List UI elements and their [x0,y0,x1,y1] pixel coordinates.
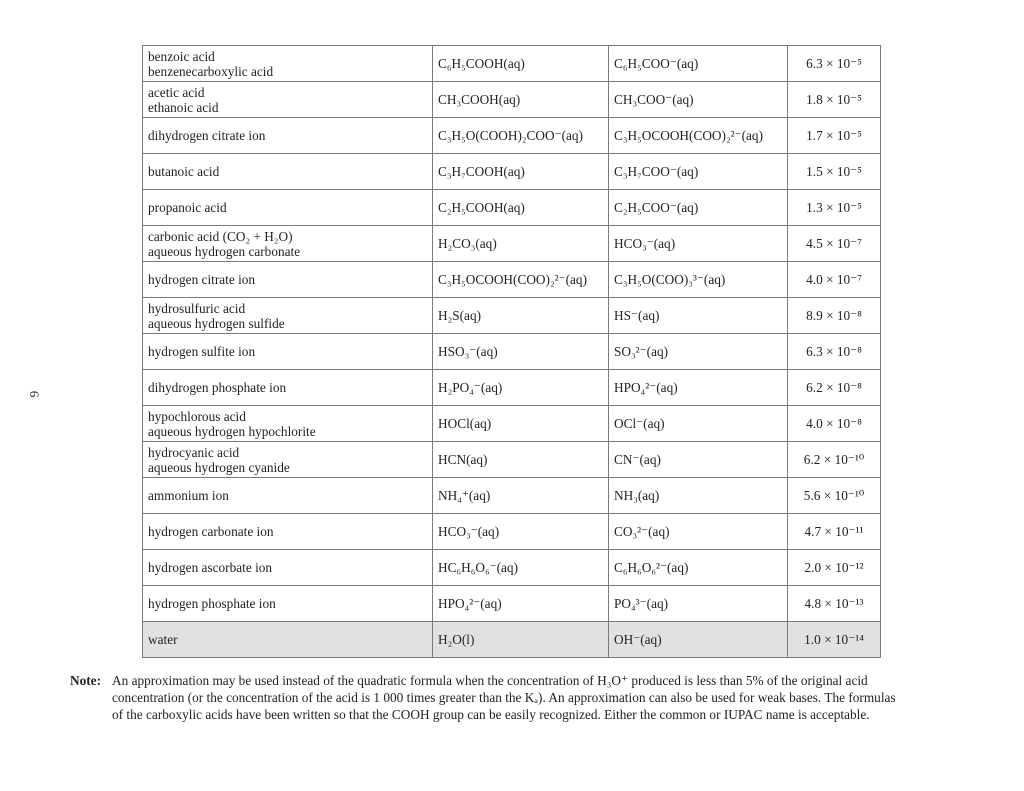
table-row [143,82,881,118]
table-row [143,226,881,262]
acid-name-cell [143,406,433,442]
ka-value-cell: 1.8 × 10⁻⁵ [788,82,881,118]
conjugate-base-cell: C₂H₅COO⁻(aq) [609,190,788,226]
acid-formula-cell: CH₃COOH(aq) [433,82,609,118]
conjugate-base-cell: C₆H₅COO⁻(aq) [609,46,788,82]
ka-value-cell: 6.2 × 10⁻⁸ [788,370,881,406]
conjugate-base-cell: OH⁻(aq) [609,622,788,658]
acid-formula-cell: HCO₃⁻(aq) [433,514,609,550]
acid-name: dihydrogen phosphate ion [148,380,287,395]
conjugate-base-cell: C₃H₅OCOOH(COO)₂²⁻(aq) [609,118,788,154]
table-row [143,478,881,514]
table-row [143,190,881,226]
conjugate-base-cell: C₃H₅O(COO)₃³⁻(aq) [609,262,788,298]
table-row [143,586,881,622]
ka-value-cell: 6.3 × 10⁻⁸ [788,334,881,370]
note-line: An approximation may be used instead of the quadratic formula when the concentration of H₃O⁺ produced is less than 5% of the original acid [112,673,868,688]
acid-name-cell [143,190,433,226]
acid-name: aqueous hydrogen hypochlorite [148,423,316,439]
acid-name-cell [143,82,433,118]
acid-formula-cell: HCN(aq) [433,442,609,478]
conjugate-base-cell: NH₃(aq) [609,478,788,514]
acid-name: benzoic acid [148,48,215,64]
acid-name: propanoic acid [148,200,227,215]
acid-name-cell [143,298,433,334]
acid-formula-cell: H₂O(l) [433,622,609,658]
conjugate-base-cell: PO₄³⁻(aq) [609,586,788,622]
acid-name: aqueous hydrogen cyanide [148,459,290,475]
acid-name: aqueous hydrogen sulfide [148,315,285,331]
conjugate-base-cell: CN⁻(aq) [609,442,788,478]
ka-value-cell: 1.3 × 10⁻⁵ [788,190,881,226]
table-row [143,514,881,550]
page-number: 6 [27,390,42,398]
acid-name: hydrogen phosphate ion [148,596,276,611]
ka-value-cell: 6.2 × 10⁻¹⁰ [788,442,881,478]
table-row [143,298,881,334]
acid-name-cell [143,478,433,514]
acid-formula-cell: HC₆H₆O₆⁻(aq) [433,550,609,586]
table-row [143,334,881,370]
ka-value-cell: 2.0 × 10⁻¹² [788,550,881,586]
acid-name-cell [143,226,433,262]
acid-formula-cell: C₆H₅COOH(aq) [433,46,609,82]
acid-formula-cell: H₂S(aq) [433,298,609,334]
acid-name: hypochlorous acid [148,408,246,424]
conjugate-base-cell: C₃H₇COO⁻(aq) [609,154,788,190]
acid-name: ethanoic acid [148,99,219,115]
table-row [143,262,881,298]
table-row [143,118,881,154]
acid-name: acetic acid [148,84,205,100]
acid-name: hydrosulfuric acid [148,300,246,316]
ka-value-cell: 6.3 × 10⁻⁵ [788,46,881,82]
acid-name: dihydrogen citrate ion [148,128,266,143]
acid-name: hydrogen citrate ion [148,272,256,287]
note-label: Note: [70,673,102,688]
conjugate-base-cell: OCl⁻(aq) [609,406,788,442]
ka-value-cell: 1.5 × 10⁻⁵ [788,154,881,190]
ka-value-cell: 1.7 × 10⁻⁵ [788,118,881,154]
conjugate-base-cell: CH₃COO⁻(aq) [609,82,788,118]
note-body [112,672,960,723]
acid-name-cell [143,622,433,658]
conjugate-base-cell: CO₃²⁻(aq) [609,514,788,550]
acid-name: butanoic acid [148,164,220,179]
table-row [143,622,881,658]
table-row [143,370,881,406]
acid-name-cell [143,154,433,190]
acid-name: water [148,632,178,647]
acid-formula-cell: C₃H₅OCOOH(COO)₂²⁻(aq) [433,262,609,298]
acid-dissociation-table [142,45,881,658]
conjugate-base-cell: HPO₄²⁻(aq) [609,370,788,406]
acid-formula-cell: H₂CO₃(aq) [433,226,609,262]
ka-value-cell: 8.9 × 10⁻⁸ [788,298,881,334]
acid-formula-cell: C₃H₅O(COOH)₂COO⁻(aq) [433,118,609,154]
conjugate-base-cell: C₆H₆O₆²⁻(aq) [609,550,788,586]
acid-formula-cell: C₂H₅COOH(aq) [433,190,609,226]
note-line: concentration (or the concentration of the acid is 1 000 times greater than the Kₐ). An approximation can also be used for weak bases. The formulas [112,690,896,705]
acid-name: aqueous hydrogen carbonate [148,243,301,259]
conjugate-base-cell: HCO₃⁻(aq) [609,226,788,262]
table-row [143,154,881,190]
ka-value-cell: 4.5 × 10⁻⁷ [788,226,881,262]
acid-formula-cell: C₃H₇COOH(aq) [433,154,609,190]
acid-name-cell [143,370,433,406]
conjugate-base-cell: SO₃²⁻(aq) [609,334,788,370]
acid-formula-cell: H₂PO₄⁻(aq) [433,370,609,406]
ka-value-cell: 4.0 × 10⁻⁸ [788,406,881,442]
acid-formula-cell: NH₄⁺(aq) [433,478,609,514]
acid-name: hydrogen carbonate ion [148,524,274,539]
table-row [143,406,881,442]
ka-value-cell: 1.0 × 10⁻¹⁴ [788,622,881,658]
acid-name: hydrogen ascorbate ion [148,560,273,575]
ka-value-cell: 4.8 × 10⁻¹³ [788,586,881,622]
acid-name-cell [143,514,433,550]
acid-name: benzenecarboxylic acid [148,63,274,79]
acid-formula-cell: HOCl(aq) [433,406,609,442]
acid-name-cell [143,262,433,298]
acid-name: carbonic acid (CO₂ + H₂O) [148,228,293,244]
table-row [143,46,881,82]
acid-formula-cell: HPO₄²⁻(aq) [433,586,609,622]
conjugate-base-cell: HS⁻(aq) [609,298,788,334]
acid-name-cell [143,442,433,478]
table-row [143,550,881,586]
ka-value-cell: 4.0 × 10⁻⁷ [788,262,881,298]
acid-name: hydrocyanic acid [148,444,240,460]
acid-name-cell [143,334,433,370]
acid-name-cell [143,550,433,586]
acid-name: ammonium ion [148,488,229,503]
acid-name-cell [143,118,433,154]
ka-value-cell: 4.7 × 10⁻¹¹ [788,514,881,550]
acid-name-cell [143,46,433,82]
acid-name: hydrogen sulfite ion [148,344,256,359]
acid-formula-cell: HSO₃⁻(aq) [433,334,609,370]
table-row [143,442,881,478]
ka-value-cell: 5.6 × 10⁻¹⁰ [788,478,881,514]
note-line: of the carboxylic acids have been written so that the COOH group can be easily recognized. Either the common or IUPAC name is acceptable. [112,707,870,722]
acid-name-cell [143,586,433,622]
